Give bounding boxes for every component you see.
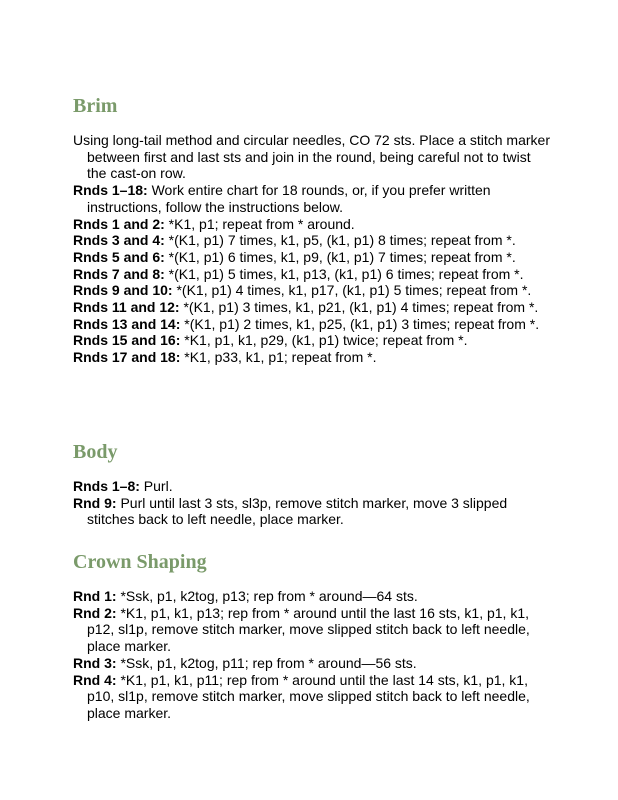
round-label: Rnds 5 and 6: — [73, 248, 165, 265]
instruction-paragraph: Rnds 1 and 2: *K1, p1; repeat from * around. — [73, 215, 355, 232]
instruction-paragraph: Rnds 1–8: Purl. — [73, 478, 173, 494]
round-label: Rnds 9 and 10: — [73, 282, 173, 299]
round-label: Rnd 4: — [73, 671, 117, 688]
instruction-paragraph: Rnds 13 and 14: *(K1, p1) 2 times, k1, p25, (k1, p1) 3 times; repeat from *. — [73, 315, 540, 332]
round-label: Rnd 3: — [73, 654, 117, 671]
instruction-paragraph: Rnd 4: *K1, p1, k1, p11; rep from * around until the last 14 sts, k1, p1, k1, p10, sl1p, remove stitch marker, move slipped stitch back to left needle, place marker. — [73, 671, 530, 721]
section-brim — [73, 94, 553, 366]
instruction-paragraph: Rnds 17 and 18: *K1, p33, k1, p1; repeat from *. — [73, 349, 377, 366]
round-label: Rnd 1: — [73, 588, 117, 604]
instruction-paragraph: Rnds 5 and 6: *(K1, p1) 6 times, k1, p9, (k1, p1) 7 times; repeat from *. — [73, 248, 516, 265]
section-heading: Body — [73, 441, 118, 463]
round-label: Rnds 11 and 12: — [73, 299, 180, 316]
section-heading: Brim — [73, 95, 118, 117]
instruction-paragraph: Rnd 2: *K1, p1, k1, p13; rep from * around until the last 16 sts, k1, p1, k1, p12, sl1p, remove stitch marker, move slipped stitch back to left needle, place marker. — [73, 604, 530, 655]
round-label: Rnds 7 and 8: — [73, 265, 165, 282]
round-label: Rnds 1–18: — [73, 182, 148, 199]
round-label: Rnd 9: — [73, 494, 117, 511]
round-label: Rnds 1 and 2: — [73, 215, 165, 232]
round-label: Rnds 1–8: — [73, 478, 140, 494]
instruction-paragraph: Rnds 15 and 16: *K1, p1, k1, p29, (k1, p1) twice; repeat from *. — [73, 332, 468, 349]
section-body — [73, 440, 553, 528]
instruction-paragraph: Rnds 11 and 12: *(K1, p1) 3 times, k1, p21, (k1, p1) 4 times; repeat from *. — [73, 299, 539, 316]
instruction-paragraph: Rnd 9: Purl until last 3 sts, sl3p, remove stitch marker, move 3 slipped stitches back to left needle, place marker. — [73, 494, 508, 528]
section-heading: Crown Shaping — [73, 551, 207, 573]
round-label: Rnds 13 and 14: — [73, 315, 181, 332]
round-label: Rnds 15 and 16: — [73, 332, 181, 349]
round-label: Rnds 17 and 18: — [73, 349, 181, 366]
round-label: Rnds 3 and 4: — [73, 232, 165, 249]
section-crown-shaping — [73, 550, 553, 722]
instruction-paragraph: Rnd 1: *Ssk, p1, k2tog, p13; rep from * around—64 sts. — [73, 588, 418, 604]
instruction-paragraph: Using long-tail method and circular needles, CO 72 sts. Place a stitch marker between first and last sts and join in the round, being careful not to twist the cast-on row. — [73, 132, 550, 182]
instruction-paragraph: Rnd 3: *Ssk, p1, k2tog, p11; rep from * around—56 sts. — [73, 654, 417, 671]
round-label: Rnd 2: — [73, 604, 117, 621]
instruction-paragraph: Rnds 1–18: Work entire chart for 18 rounds, or, if you prefer written instructions, follow the instructions below. — [73, 182, 491, 215]
instruction-paragraph: Rnds 3 and 4: *(K1, p1) 7 times, k1, p5, (k1, p1) 8 times; repeat from *. — [73, 232, 516, 249]
instruction-paragraph: Rnds 9 and 10: *(K1, p1) 4 times, k1, p17, (k1, p1) 5 times; repeat from *. — [73, 282, 532, 299]
instruction-paragraph: Rnds 7 and 8: *(K1, p1) 5 times, k1, p13, (k1, p1) 6 times; repeat from *. — [73, 265, 524, 282]
